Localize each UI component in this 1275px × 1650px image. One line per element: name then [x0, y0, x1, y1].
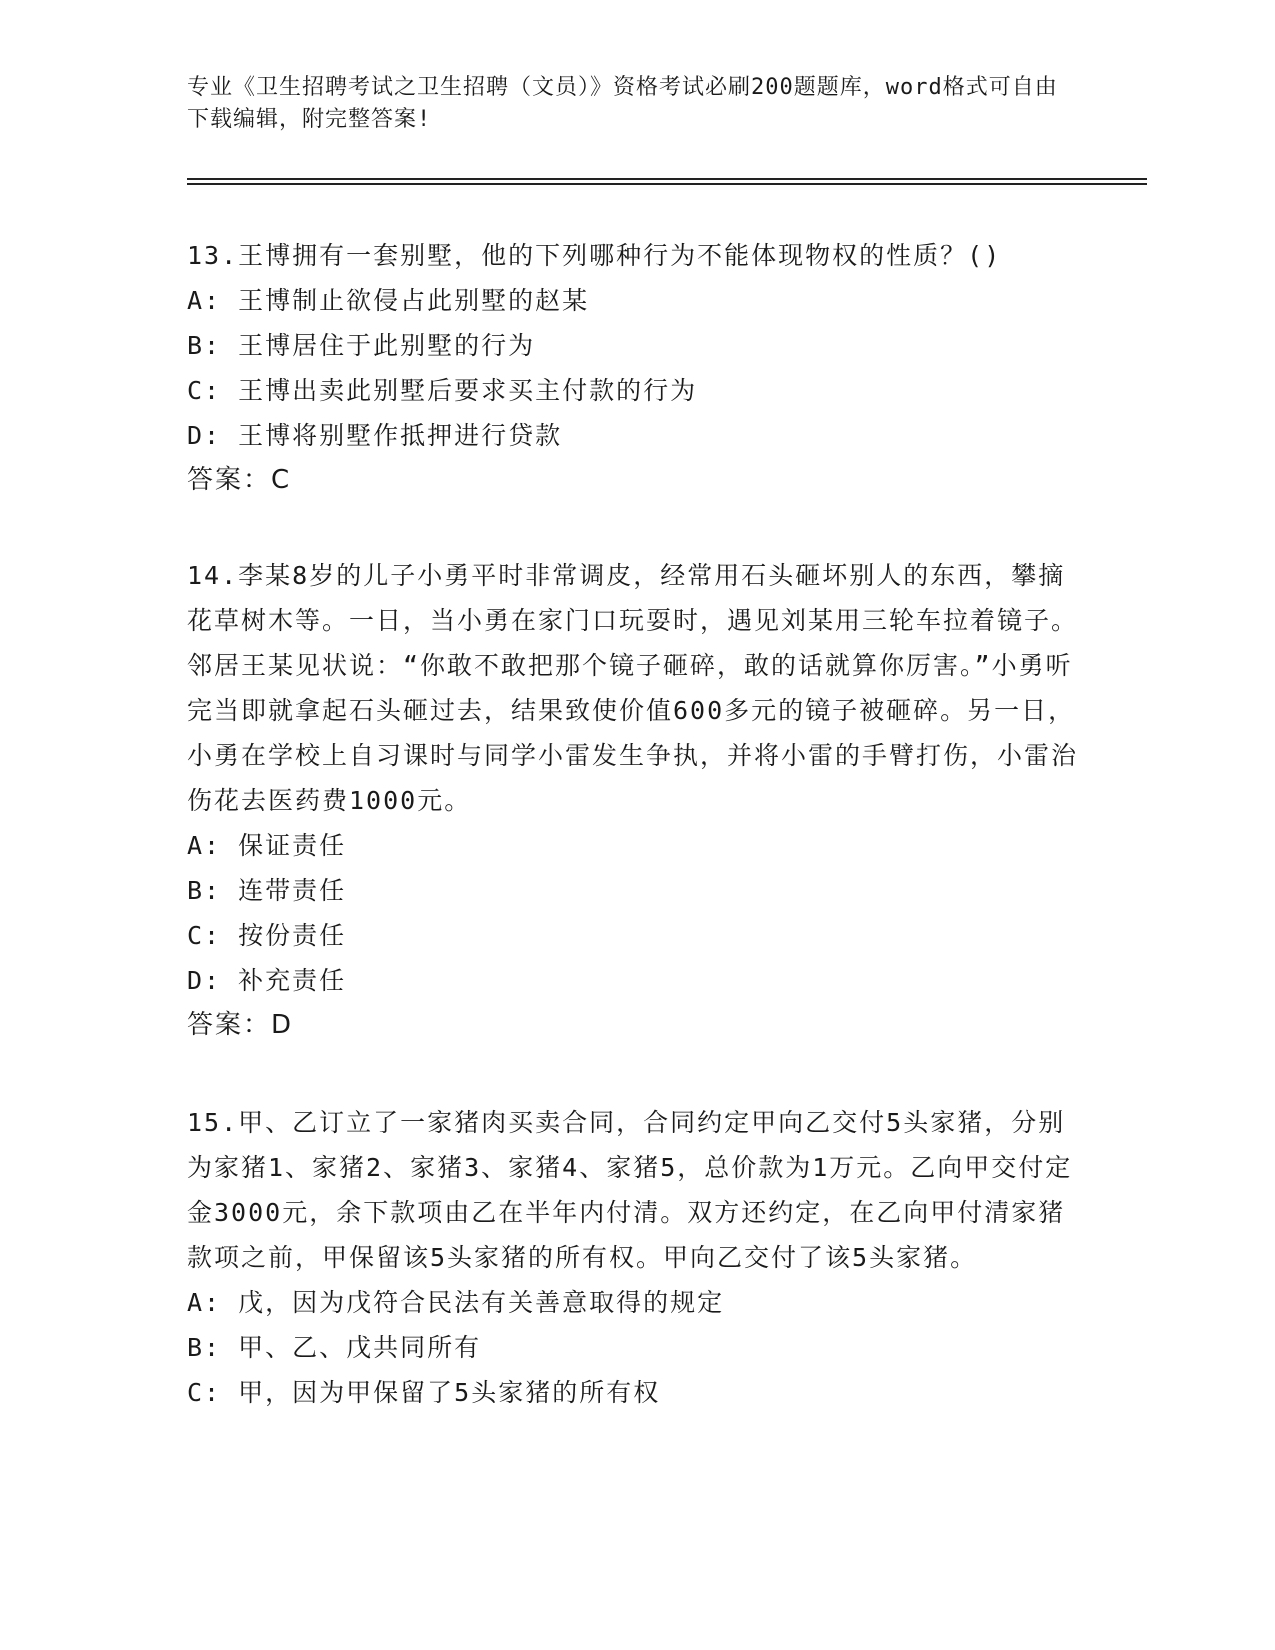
option-c: C: 甲，因为甲保留了5头家猪的所有权	[187, 1378, 661, 1407]
question-14	[187, 553, 1087, 1048]
question-13	[187, 233, 1087, 503]
header-divider-top	[187, 178, 1147, 180]
header-divider-bottom	[187, 183, 1147, 185]
question-15	[187, 1100, 1087, 1415]
option-b: B: 王博居住于此别墅的行为	[187, 331, 536, 360]
option-a: A: 王博制止欲侵占此别墅的赵某	[187, 286, 590, 315]
document-header: 专业《卫生招聘考试之卫生招聘（文员）》资格考试必刷200题题库，word格式可自由下载编辑，附完整答案!	[187, 75, 1058, 132]
question-stem: 14.李某8岁的儿子小勇平时非常调皮，经常用石头砸坏别人的东西，攀摘花草树木等。一日，当小勇在家门口玩耍时，遇见刘某用三轮车拉着镜子。邻居王某见状说：“你敢不敢把那个镜子砸碎，敢的话就算你厉害。”小勇听完当即就拿起石头砸过去，结果致使价值600多元的镜子被砸碎。另一日，小勇在学校上自习课时与同学小雷发生争执，并将小雷的手臂打伤，小雷治伤花去医药费1000元。	[187, 561, 1079, 815]
option-a: A: 戊，因为戊符合民法有关善意取得的规定	[187, 1288, 725, 1317]
option-a: A: 保证责任	[187, 831, 347, 860]
question-stem: 13.王博拥有一套别墅，他的下列哪种行为不能体现物权的性质？()	[187, 241, 1002, 270]
answer: 答案：C	[187, 465, 292, 495]
answer: 答案：D	[187, 1010, 294, 1040]
option-b: B: 连带责任	[187, 876, 347, 905]
option-c: C: 按份责任	[187, 921, 347, 950]
option-d: D: 补充责任	[187, 966, 347, 995]
option-d: D: 王博将别墅作抵押进行贷款	[187, 421, 563, 450]
question-stem: 15.甲、乙订立了一家猪肉买卖合同，合同约定甲向乙交付5头家猪，分别为家猪1、家猪2、家猪3、家猪4、家猪5，总价款为1万元。乙向甲交付定金3000元，余下款项由乙在半年内付清。双方还约定，在乙向甲付清家猪款项之前，甲保留该5头家猪的所有权。甲向乙交付了该5头家猪。	[187, 1108, 1073, 1272]
option-b: B: 甲、乙、戊共同所有	[187, 1333, 482, 1362]
option-c: C: 王博出卖此别墅后要求买主付款的行为	[187, 376, 698, 405]
